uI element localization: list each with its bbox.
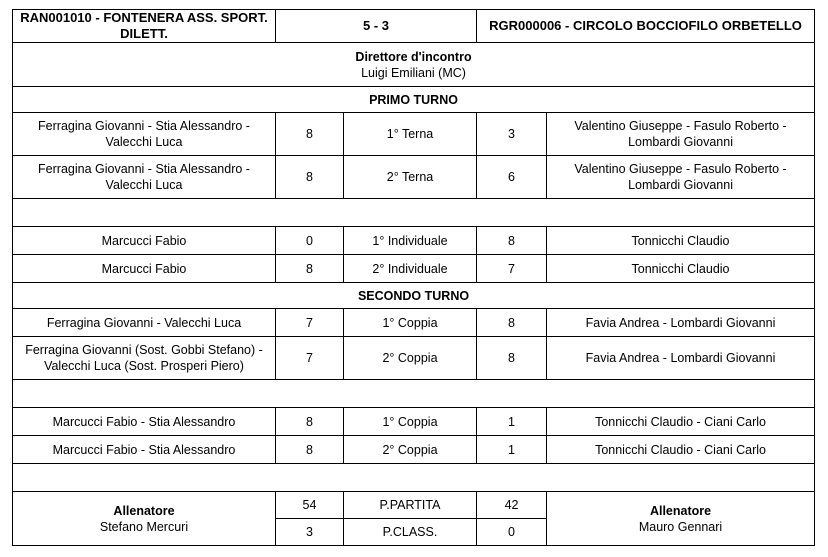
spacer-row [13,199,815,227]
match-score: 5 - 3 [276,10,477,43]
table-row [13,113,815,156]
table-row [13,227,815,255]
home-score: 8 [276,408,344,436]
away-players: Valentino Giuseppe - Fasulo Roberto - Lombardi Giovanni [547,113,815,156]
away-coach-name: Mauro Gennari [638,519,723,534]
away-score: 8 [477,337,547,380]
home-score: 8 [276,255,344,283]
home-score: 8 [276,156,344,199]
away-coach-label: Allenatore [649,503,712,518]
empty-cell [13,380,815,408]
home-players: Ferragina Giovanni - Stia Alessandro - Valecchi Luca [13,156,276,199]
away-score: 1 [477,408,547,436]
home-players: Marcucci Fabio - Stia Alessandro [13,408,276,436]
home-coach-name: Stefano Mercuri [99,519,189,534]
game-type: 2° Coppia [344,337,477,380]
home-players: Ferragina Giovanni - Valecchi Luca [13,309,276,337]
partita-home: 54 [276,492,344,519]
home-players: Ferragina Giovanni - Stia Alessandro - Valecchi Luca [13,113,276,156]
home-score: 7 [276,309,344,337]
game-type: 2° Coppia [344,436,477,464]
away-score: 8 [477,227,547,255]
class-home: 3 [276,519,344,546]
away-players: Tonnicchi Claudio [547,227,815,255]
referee-name: Luigi Emiliani (MC) [361,65,466,80]
referee-cell [13,43,815,87]
match-table [12,9,815,546]
table-row [13,156,815,199]
round-title: PRIMO TURNO [13,87,815,113]
home-score: 7 [276,337,344,380]
away-players: Valentino Giuseppe - Fasulo Roberto - Lombardi Giovanni [547,156,815,199]
home-score: 8 [276,436,344,464]
away-coach-cell [547,492,815,546]
class-away: 0 [477,519,547,546]
away-score: 3 [477,113,547,156]
away-score: 8 [477,309,547,337]
round-title: SECONDO TURNO [13,283,815,309]
home-coach-label: Allenatore [113,503,175,518]
table-row [13,255,815,283]
class-label: P.CLASS. [344,519,477,546]
game-type: 1° Coppia [344,408,477,436]
referee-row [13,43,815,87]
empty-cell [13,464,815,492]
away-players: Favia Andrea - Lombardi Giovanni [547,309,815,337]
away-players: Tonnicchi Claudio [547,255,815,283]
game-type: 2° Terna [344,156,477,199]
away-score: 6 [477,156,547,199]
table-row [13,408,815,436]
partita-label: P.PARTITA [344,492,477,519]
game-type: 1° Terna [344,113,477,156]
game-type: 2° Individuale [344,255,477,283]
footer-row-partita [13,492,815,519]
home-players: Marcucci Fabio [13,227,276,255]
spacer-row [13,380,815,408]
away-score: 7 [477,255,547,283]
partita-away: 42 [477,492,547,519]
home-team-name: RAN001010 - FONTENERA ASS. SPORT. DILETT. [13,10,276,43]
table-row [13,337,815,380]
referee-label: Direttore d'incontro [355,49,472,64]
table-row [13,436,815,464]
header-row [13,10,815,43]
home-score: 8 [276,113,344,156]
empty-cell [13,199,815,227]
game-type: 1° Individuale [344,227,477,255]
away-score: 1 [477,436,547,464]
home-players: Marcucci Fabio - Stia Alessandro [13,436,276,464]
round-header-first [13,87,815,113]
game-type: 1° Coppia [344,309,477,337]
home-score: 0 [276,227,344,255]
away-players: Favia Andrea - Lombardi Giovanni [547,337,815,380]
round-header-second [13,283,815,309]
away-team-name: RGR000006 - CIRCOLO BOCCIOFILO ORBETELLO [477,10,815,43]
table-row [13,309,815,337]
spacer-row [13,464,815,492]
home-coach-cell [13,492,276,546]
away-players: Tonnicchi Claudio - Ciani Carlo [547,408,815,436]
home-players: Marcucci Fabio [13,255,276,283]
home-players: Ferragina Giovanni (Sost. Gobbi Stefano) - Valecchi Luca (Sost. Prosperi Piero) [13,337,276,380]
away-players: Tonnicchi Claudio - Ciani Carlo [547,436,815,464]
